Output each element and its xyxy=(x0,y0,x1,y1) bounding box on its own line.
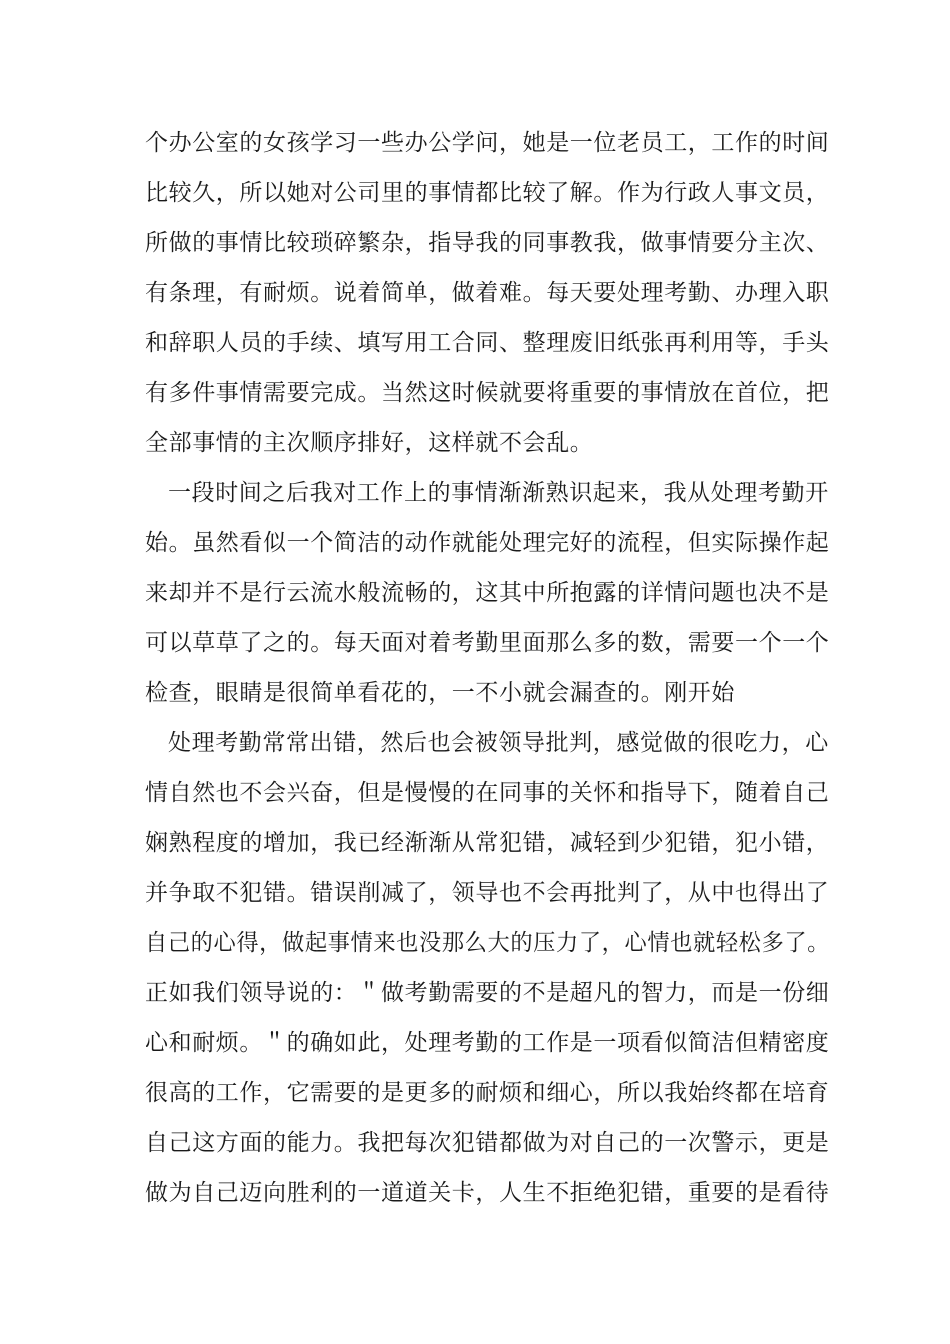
text-line: 很高的工作，它需要的是更多的耐烦和细心，所以我始终都在培育 xyxy=(145,1080,830,1106)
text-line: 有条理，有耐烦。说着简单，做着难。每天要处理考勤、办理入职 xyxy=(145,280,830,306)
text-line: 一段时间之后我对工作上的事情渐渐熟识起来，我从处理考勤开 xyxy=(168,480,829,506)
text-line: 始。虽然看似一个简洁的动作就能处理完好的流程，但实际操作起 xyxy=(145,530,830,556)
text-line: 全部事情的主次顺序排好，这样就不会乱。 xyxy=(145,430,594,456)
text-line: 娴熟程度的增加，我已经渐渐从常犯错，减轻到少犯错，犯小错， xyxy=(145,830,830,856)
text-line: 可以草草了之的。每天面对着考勤里面那么多的数，需要一个一个 xyxy=(145,630,830,656)
text-line: 个办公室的女孩学习一些办公学问，她是一位老员工，工作的时间 xyxy=(145,130,830,156)
text-line: 来却并不是行云流水般流畅的，这其中所抱露的详情问题也决不是 xyxy=(145,580,830,606)
text-line: 自己的心得，做起事情来也没那么大的压力了，心情也就轻松多了。 xyxy=(145,930,830,956)
text-line: 有多件事情需要完成。当然这时候就要将重要的事情放在首位，把 xyxy=(145,380,830,406)
text-line: 情自然也不会兴奋，但是慢慢的在同事的关怀和指导下，随着自己 xyxy=(145,780,830,806)
text-line: 处理考勤常常出错，然后也会被领导批判，感觉做的很吃力，心 xyxy=(168,730,829,756)
text-line: 自己这方面的能力。我把每次犯错都做为对自己的一次警示，更是 xyxy=(145,1130,830,1156)
text-line: 比较久，所以她对公司里的事情都比较了解。作为行政人事文员， xyxy=(145,180,830,206)
text-line: 检查，眼睛是很简单看花的，一不小就会漏查的。刚开始 xyxy=(145,680,735,706)
text-line: 做为自己迈向胜利的一道道关卡，人生不拒绝犯错，重要的是看待 xyxy=(145,1180,830,1206)
text-line: 并争取不犯错。错误削减了，领导也不会再批判了，从中也得出了 xyxy=(145,880,830,906)
text-line: 和辞职人员的手续、填写用工合同、整理废旧纸张再利用等，手头 xyxy=(145,330,830,356)
text-line: 所做的事情比较琐碎繁杂，指导我的同事教我，做事情要分主次、 xyxy=(145,230,830,256)
text-line: 心和耐烦。＂的确如此，处理考勤的工作是一项看似简洁但精密度 xyxy=(145,1030,830,1056)
text-line: 正如我们领导说的：＂做考勤需要的不是超凡的智力，而是一份细 xyxy=(145,980,830,1006)
